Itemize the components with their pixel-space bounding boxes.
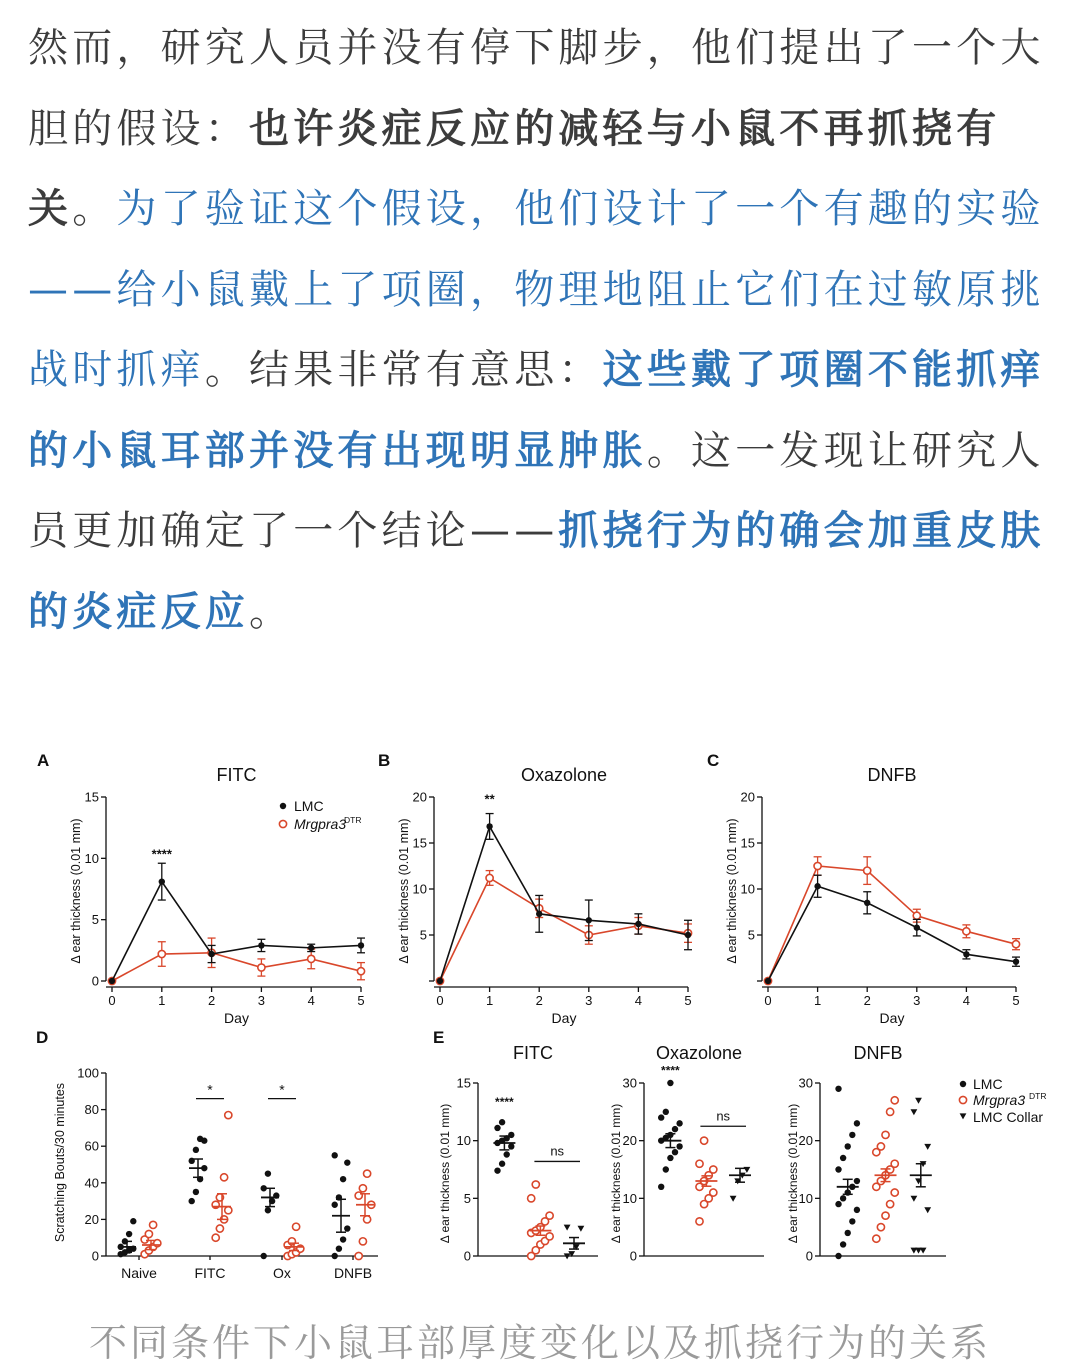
data-point <box>437 978 443 984</box>
data-point <box>208 951 214 957</box>
y-tick-label: 40 <box>84 1175 99 1191</box>
x-tick-label: 4 <box>634 993 643 1008</box>
data-point <box>891 1160 898 1167</box>
significance-label: ** <box>484 791 495 807</box>
data-point <box>1013 958 1019 964</box>
data-point <box>854 1178 860 1184</box>
legend-label: LMC Collar <box>973 1109 1044 1125</box>
data-point <box>332 1152 338 1158</box>
data-point <box>586 917 592 923</box>
x-tick-label: 2 <box>207 993 216 1008</box>
figure-content <box>36 751 1046 1281</box>
y-tick-label: 0 <box>629 1248 637 1264</box>
data-point <box>877 1143 884 1150</box>
data-point <box>150 1221 157 1228</box>
data-point <box>873 1235 880 1242</box>
data-point <box>920 1248 927 1254</box>
data-point <box>508 1143 514 1149</box>
data-point <box>486 874 493 881</box>
data-point <box>216 1225 223 1232</box>
y-tick-label: 10 <box>798 1190 813 1206</box>
x-tick-label: 4 <box>307 993 315 1008</box>
data-point <box>701 1137 708 1144</box>
data-point <box>635 921 641 927</box>
data-point <box>864 867 871 874</box>
y-tick-label: 0 <box>91 1248 99 1264</box>
chart-title: Oxazolone <box>655 1043 743 1063</box>
article-text: 。 <box>72 186 117 232</box>
panel-label: E <box>433 1028 445 1047</box>
y-tick-label: 10 <box>84 850 99 866</box>
data-point <box>159 878 165 884</box>
data-point <box>835 1201 841 1207</box>
series-line <box>112 953 361 981</box>
data-point <box>663 1109 669 1115</box>
article-text: 。 <box>249 588 294 635</box>
y-tick-label: 20 <box>84 1211 99 1227</box>
article-bold-text: 也许炎症反应的减轻与小鼠不再抓挠有关 <box>28 105 1001 232</box>
x-tick-label: 5 <box>684 993 692 1008</box>
x-tick-label: 1 <box>485 993 494 1008</box>
data-point <box>840 1155 846 1161</box>
data-point <box>663 1166 669 1172</box>
data-point <box>924 1144 931 1150</box>
x-tick-label: 1 <box>158 993 166 1008</box>
legend-superscript: DTR <box>344 815 362 825</box>
y-tick-label: 20 <box>412 789 427 805</box>
x-tick-label: 2 <box>863 993 871 1008</box>
y-tick-label: 30 <box>622 1075 637 1091</box>
x-tick-label: 3 <box>585 993 593 1008</box>
data-point <box>546 1212 553 1219</box>
data-point <box>696 1160 703 1167</box>
y-tick-label: 10 <box>622 1190 637 1206</box>
data-point <box>308 955 315 962</box>
x-tick-label: 2 <box>535 993 543 1008</box>
data-point <box>864 900 870 906</box>
data-point <box>193 1147 199 1153</box>
article-blue-bold-text: 这些戴了项圈不能抓痒的小鼠耳部并没有出现明显肿胀 <box>28 347 1045 474</box>
significance-label: **** <box>495 1095 514 1110</box>
data-point <box>667 1080 673 1086</box>
y-tick-label: 10 <box>456 1133 471 1149</box>
article-paragraph <box>28 8 1052 652</box>
article-text: 。结果非常有意思： <box>204 347 603 393</box>
data-point <box>499 1119 505 1125</box>
significance-label: **** <box>661 1063 680 1078</box>
data-point <box>357 968 364 975</box>
data-point <box>1012 941 1019 948</box>
panel-label: B <box>378 751 391 770</box>
data-point <box>672 1149 678 1155</box>
data-point <box>340 1176 346 1182</box>
x-tick-label: 0 <box>764 993 772 1008</box>
x-tick-label: 5 <box>1012 993 1020 1008</box>
data-point <box>840 1195 846 1201</box>
legend-marker <box>959 1096 966 1103</box>
significance-label: ns <box>550 1143 565 1159</box>
x-axis-label: Day <box>224 1010 249 1026</box>
significance-label: ns <box>716 1108 731 1124</box>
data-point <box>672 1126 678 1132</box>
data-point <box>887 1201 894 1208</box>
data-point <box>193 1189 199 1195</box>
data-point <box>508 1132 514 1138</box>
data-point <box>849 1132 855 1138</box>
y-axis-label: Δ ear thickness (0.01 mm) <box>786 1103 800 1244</box>
data-point <box>710 1189 717 1196</box>
y-tick-label: 30 <box>798 1075 813 1091</box>
data-point <box>486 823 492 829</box>
data-point <box>364 1216 371 1223</box>
series-line <box>768 866 1016 981</box>
article-blue-text: 为了验证这个假设，他们设计了一个有趣的实验——给小鼠戴上了项圈，物理地阻止它们在过敏原挑战时抓痒 <box>28 186 1045 393</box>
y-tick-label: 5 <box>91 912 99 928</box>
y-axis-label: Δ ear thickness (0.01 mm) <box>609 1103 623 1244</box>
x-tick-label: 3 <box>257 993 266 1008</box>
data-point <box>504 1151 510 1157</box>
y-tick-label: 5 <box>419 927 427 943</box>
legend-label: Mrgpra3 <box>294 816 347 832</box>
data-point <box>835 1166 841 1172</box>
data-point <box>882 1212 889 1219</box>
data-point <box>145 1230 152 1237</box>
y-tick-label: 15 <box>456 1075 471 1091</box>
data-point <box>578 1226 585 1232</box>
data-point <box>814 862 821 869</box>
data-point <box>355 1252 362 1259</box>
data-point <box>845 1230 851 1236</box>
panel-label: C <box>707 751 720 770</box>
y-axis-label: Δ ear thickness (0.01 mm) <box>397 818 411 964</box>
data-point <box>685 932 691 938</box>
data-point <box>109 978 115 984</box>
data-point <box>891 1189 898 1196</box>
series-line <box>112 882 361 981</box>
data-point <box>265 1207 271 1213</box>
data-point <box>854 1207 860 1213</box>
article-text: 然而，研究人员并没有停下脚步，他们提出了一个大胆的假设： <box>28 25 1045 152</box>
figure <box>0 740 1080 1300</box>
data-point <box>344 1225 350 1231</box>
y-axis-label: Δ ear thickness (0.01 mm) <box>438 1103 452 1244</box>
data-point <box>877 1224 884 1231</box>
x-tick-label: 0 <box>108 993 116 1008</box>
data-point <box>126 1231 132 1237</box>
data-point <box>221 1174 228 1181</box>
data-point <box>265 1170 271 1176</box>
y-tick-label: 20 <box>740 789 755 805</box>
data-point <box>332 1253 338 1259</box>
data-point <box>914 924 920 930</box>
x-axis-label: Day <box>879 1010 905 1026</box>
data-point <box>882 1131 889 1138</box>
data-point <box>332 1202 338 1208</box>
y-tick-label: 100 <box>77 1065 99 1081</box>
y-axis-label: Scratching Bouts/30 minutes <box>53 1082 67 1243</box>
x-tick-label: 5 <box>357 993 365 1008</box>
article-text: 。这一发现让研究人员更加确定了一个结论—— <box>28 427 1045 554</box>
data-point <box>564 1225 571 1231</box>
legend-marker <box>960 1113 967 1119</box>
data-point <box>258 964 265 971</box>
chart-title: FITC <box>513 1043 553 1063</box>
figure-caption: 不同条件下小鼠耳部厚度变化以及抓挠行为的关系 <box>88 1321 991 1365</box>
chart-title: DNFB <box>853 1043 903 1063</box>
x-tick-label: 0 <box>436 993 444 1008</box>
data-point <box>710 1166 717 1173</box>
data-point <box>891 1097 898 1104</box>
data-point <box>308 945 314 951</box>
data-point <box>730 1196 737 1202</box>
x-tick-label: 4 <box>962 993 971 1008</box>
data-point <box>359 1238 366 1245</box>
data-point <box>835 1086 841 1092</box>
data-point <box>911 1196 918 1202</box>
panel-label: A <box>37 751 50 770</box>
data-point <box>499 1161 505 1167</box>
data-point <box>887 1108 894 1115</box>
y-axis-label: Δ ear thickness (0.01 mm) <box>725 818 739 964</box>
data-point <box>696 1218 703 1225</box>
x-axis-label: Day <box>551 1010 577 1026</box>
data-point <box>130 1218 136 1224</box>
data-point <box>336 1245 342 1251</box>
data-point <box>225 1207 232 1214</box>
data-point <box>528 1195 535 1202</box>
data-point <box>924 1207 931 1213</box>
legend-label: LMC <box>294 798 324 814</box>
y-tick-label: 0 <box>91 973 99 989</box>
data-point <box>340 1236 346 1242</box>
data-point <box>835 1253 841 1259</box>
x-tick-label: 3 <box>913 993 921 1008</box>
series-line <box>768 886 1016 981</box>
chart-title: Oxazolone <box>520 765 608 785</box>
data-point <box>963 928 970 935</box>
y-tick-label: 5 <box>747 927 755 943</box>
data-point <box>344 1159 350 1165</box>
data-point <box>494 1125 500 1131</box>
significance-label: * <box>207 1081 213 1098</box>
data-point <box>536 911 542 917</box>
chart-title: DNFB <box>867 765 917 785</box>
data-point <box>158 950 165 957</box>
data-point <box>359 1185 366 1192</box>
x-tick-label: Ox <box>273 1265 291 1281</box>
data-point <box>258 942 264 948</box>
data-point <box>814 883 820 889</box>
data-point <box>963 951 969 957</box>
data-point <box>358 942 364 948</box>
legend-marker <box>960 1081 966 1087</box>
y-tick-label: 20 <box>798 1133 813 1149</box>
y-tick-label: 10 <box>740 881 755 897</box>
y-tick-label: 10 <box>412 881 427 897</box>
series-line <box>440 878 688 981</box>
x-tick-label: DNFB <box>333 1265 373 1281</box>
data-point <box>849 1218 855 1224</box>
y-tick-label: 80 <box>84 1102 99 1118</box>
data-point <box>261 1253 267 1259</box>
data-point <box>532 1181 539 1188</box>
data-point <box>201 1138 207 1144</box>
y-tick-label: 60 <box>84 1138 99 1154</box>
legend-label: LMC <box>973 1076 1003 1092</box>
panel-label: D <box>36 1028 49 1047</box>
data-point <box>911 1109 918 1115</box>
data-point <box>845 1143 851 1149</box>
y-tick-label: 15 <box>412 835 427 851</box>
data-point <box>676 1120 682 1126</box>
y-tick-label: 15 <box>740 835 755 851</box>
x-tick-label: 1 <box>813 993 822 1008</box>
x-tick-label: Naive <box>121 1265 157 1281</box>
data-point <box>364 1170 371 1177</box>
legend-marker <box>280 803 286 809</box>
legend-marker <box>279 820 286 827</box>
y-tick-label: 0 <box>463 1248 471 1264</box>
data-point <box>658 1114 664 1120</box>
y-axis-label: Δ ear thickness (0.01 mm) <box>69 818 83 964</box>
data-point <box>212 1234 219 1241</box>
data-point <box>225 1111 232 1118</box>
legend-label: Mrgpra3 <box>973 1092 1026 1108</box>
article-blue-bold-text: 抓挠行为的确会加重皮肤的炎症反应 <box>28 508 1045 635</box>
data-point <box>854 1120 860 1126</box>
data-point <box>546 1233 553 1240</box>
data-point <box>915 1098 922 1104</box>
x-tick-label: FITC <box>194 1265 226 1281</box>
data-point <box>658 1184 664 1190</box>
data-point <box>494 1167 500 1173</box>
data-point <box>189 1198 195 1204</box>
y-tick-label: 0 <box>805 1248 813 1264</box>
significance-label: * <box>279 1081 285 1098</box>
data-point <box>765 978 771 984</box>
chart-title: FITC <box>216 765 257 785</box>
legend-superscript: DTR <box>1029 1091 1047 1101</box>
data-point <box>676 1143 682 1149</box>
data-point <box>840 1241 846 1247</box>
y-tick-label: 15 <box>84 789 99 805</box>
data-point <box>293 1223 300 1230</box>
data-point <box>913 912 920 919</box>
y-tick-label: 20 <box>622 1133 637 1149</box>
data-point <box>667 1155 673 1161</box>
significance-label: **** <box>151 846 172 862</box>
y-tick-label: 5 <box>463 1190 471 1206</box>
